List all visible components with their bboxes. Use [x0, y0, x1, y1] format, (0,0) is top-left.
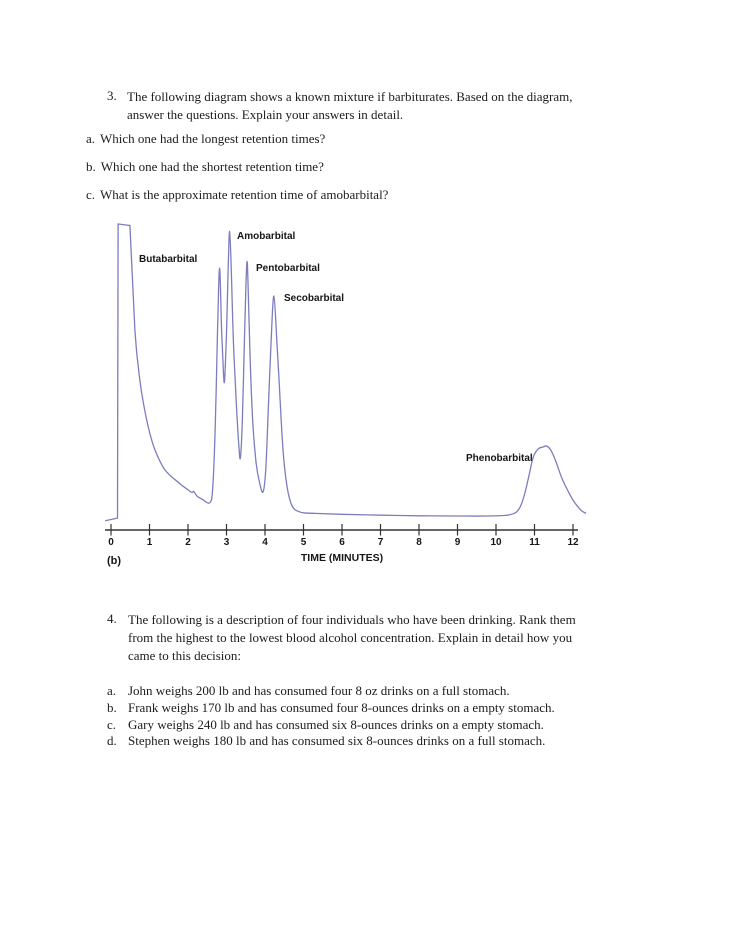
q3-line-1: The following diagram shows a known mixture if barbiturates. Based on the diagram,	[127, 89, 573, 104]
x-tick-label-4: 4	[262, 537, 268, 548]
q4-number: 4.	[107, 611, 117, 626]
peak-labels	[139, 231, 533, 464]
q4-item-b-text: Frank weighs 170 lb and has consumed four 8-ounces drinks on a empty stomach.	[128, 700, 555, 715]
peak-label-phenobarbital: Phenobarbital	[466, 453, 533, 464]
q3-number: 3.	[107, 88, 117, 103]
x-tick-label-10: 10	[490, 537, 502, 548]
x-tick-label-0: 0	[108, 537, 114, 548]
q4-line-1: The following is a description of four individuals who have been drinking. Rank them	[128, 612, 576, 627]
x-tick-label-12: 12	[567, 537, 579, 548]
chromatogram-trace	[105, 224, 586, 521]
q3-item-c-text: What is the approximate retention time of amobarbital?	[100, 187, 389, 202]
x-tick-label-7: 7	[377, 537, 384, 548]
q4-line-2: from the highest to the lowest blood alcohol concentration. Explain in detail how you	[128, 630, 573, 645]
q4-item-d	[107, 733, 545, 749]
peak-label-pentobarbital: Pentobarbital	[256, 263, 320, 274]
q4-item-c	[107, 717, 544, 733]
q4-item-a	[107, 683, 510, 699]
q4-item-d-text: Stephen weighs 180 lb and has consumed six 8-ounces drinks on a full stomach.	[128, 733, 546, 748]
x-tick-label-11: 11	[529, 537, 540, 548]
x-tick-label-1: 1	[146, 537, 153, 548]
q4-paragraph	[128, 611, 576, 665]
q4-item-b-letter: b.	[107, 700, 117, 715]
q3-item-b-letter: b.	[86, 159, 96, 174]
q4-item-c-text: Gary weighs 240 lb and has consumed six 8-ounces drinks on a empty stomach.	[128, 717, 544, 732]
peak-label-secobarbital: Secobarbital	[284, 293, 345, 304]
q4-line-3: came to this decision:	[128, 648, 242, 663]
x-tick-label-2: 2	[185, 537, 191, 548]
q4-item-a-text: John weighs 200 lb and has consumed four 8 oz drinks on a full stomach.	[128, 683, 510, 698]
x-tick-label-3: 3	[223, 537, 230, 548]
panel-label: (b)	[107, 555, 122, 567]
x-axis-title: TIME (MINUTES)	[300, 552, 384, 564]
q4-item-a-letter: a.	[107, 683, 117, 698]
x-tick-label-8: 8	[416, 537, 422, 548]
q3-item-b-text: Which one had the shortest retention time?	[100, 159, 324, 174]
q4-item-c-letter: c.	[107, 717, 117, 732]
x-tick-label-6: 6	[339, 537, 345, 548]
q3-item-c-letter: c.	[86, 187, 96, 202]
q3-line-2: answer the questions. Explain your answers in detail.	[127, 107, 404, 122]
peak-label-butabarbital: Butabarbital	[139, 254, 198, 265]
trace-group	[105, 224, 586, 521]
q4-item-b	[107, 700, 555, 716]
x-axis-ticks	[108, 524, 579, 548]
peak-label-amobarbital: Amobarbital	[237, 231, 296, 242]
q3-item-a-letter: a.	[86, 131, 96, 146]
x-tick-label-5: 5	[300, 537, 307, 548]
q3-item-a-text: Which one had the longest retention times?	[100, 131, 326, 146]
q4-item-d-letter: d.	[107, 733, 117, 748]
x-tick-label-9: 9	[454, 537, 461, 548]
